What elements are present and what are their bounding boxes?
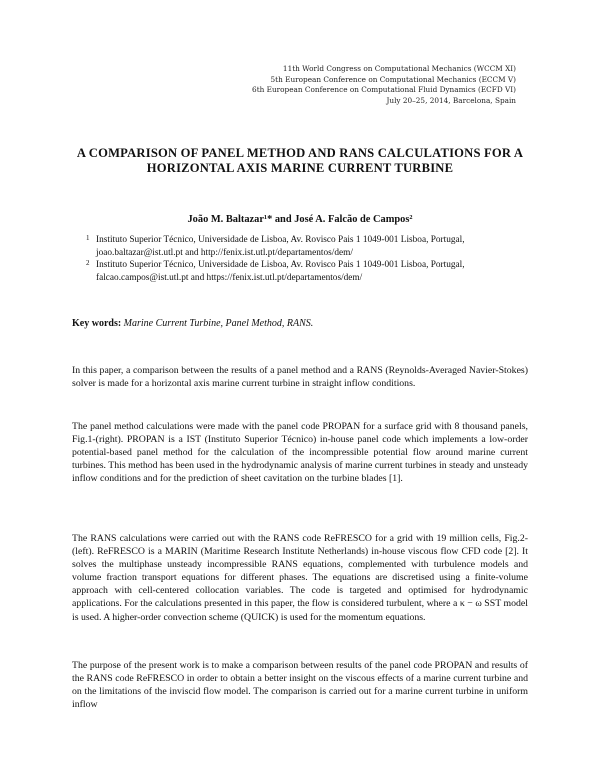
affiliation-1 — [86, 234, 516, 260]
body-paragraph: The RANS calculations were carried out with the RANS code ReFRESCO for a grid with 19 million cells, Fig.2-(left). ReFRESCO is a MARIN (Maritime Research Institute Netherlands) in-house viscous flow CFD code [2]. It solves the multiphase unsteady incompressible RANS equations, complemented with turbulence models and volume fraction transport equations for different phases. The equations are discretised using a finite-volume approach with cell-centered collocation variables. The code is targeted and optimised for hydrodynamic applications. For the calculations presented in this paper, the flow is considered turbulent, where a κ − ω SST model is used. A higher-order convection scheme (QUICK) is used for the momentum equations. — [72, 533, 528, 623]
keywords-text: Marine Current Turbine, Panel Method, RANS. — [123, 318, 314, 329]
conference-line: 11th World Congress on Computational Mechanics (WCCM XI) — [282, 64, 516, 73]
body-paragraph: The purpose of the present work is to make a comparison between results of the panel code PROPAN and results of the RANS code ReFRESCO in order to obtain a better insight on the viscous effects of a marine current turbine and on the limitations of the inviscid flow model. The comparison is carried out for a marine current turbine in uniform inflow — [72, 660, 528, 711]
affiliation-text: Instituto Superior Técnico, Universidade de Lisboa, Av. Rovisco Pais 1 1049-001 Lisboa, Portugal, falcao.campos@ist.utl.pt and https://fenix.ist.utl.pt/departamentos/dem/ — [96, 260, 465, 284]
affiliation-marker: 2 — [86, 259, 90, 267]
body-paragraph: In this paper, a comparison between the results of a panel method and a RANS (Reynolds-Averaged Navier-Stokes) solver is made for a horizontal axis marine current turbine in straight inflow conditions. — [72, 365, 528, 390]
conference-line: 6th European Conference on Computational Fluid Dynamics (ECFD VI) — [252, 85, 516, 95]
conference-header — [252, 64, 516, 106]
keywords-label: Key words: — [72, 318, 122, 329]
affiliation-2 — [86, 259, 516, 285]
body-paragraph: The panel method calculations were made with the panel code PROPAN for a surface grid with 8 thousand panels, Fig.1-(right). PROPAN is a IST (Instituto Superior Técnico) in-house panel code which implements a low-order potential-based panel method for the calculation of the incompressible potential flow around marine current turbines. This method has been used in the hydrodynamic analysis of marine current turbines in steady and unsteady inflow conditions and for the prediction of sheet cavitation on the turbine blades [1]. — [72, 421, 528, 485]
affiliation-marker: 1 — [86, 234, 90, 242]
paper-title: A COMPARISON OF PANEL METHOD AND RANS CALCULATIONS FOR A HORIZONTAL AXIS MARINE CURRENT TURBINE — [76, 146, 524, 176]
affiliation-text: Instituto Superior Técnico, Universidade de Lisboa, Av. Rovisco Pais 1 1049-001 Lisboa, Portugal, joao.baltazar@ist.utl.pt and http://fenix.ist.utl.pt/departamentos/dem/ — [96, 235, 465, 259]
authors: João M. Baltazar¹* and José A. Falcão de Campos² — [187, 214, 413, 225]
keywords — [72, 318, 313, 329]
conference-date: July 20–25, 2014, Barcelona, Spain — [386, 95, 516, 105]
conference-line: 5th European Conference on Computational Mechanics (ECCM V) — [270, 74, 516, 84]
